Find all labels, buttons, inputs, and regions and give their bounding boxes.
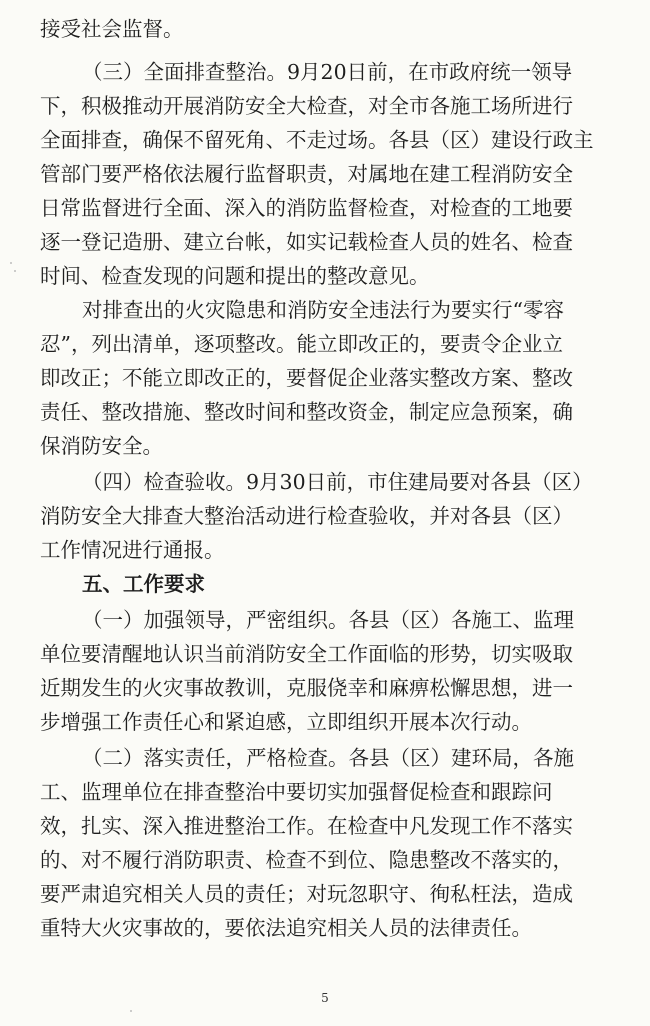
text-line: 管部门要严格依法履行监督职责，对属地在建工程消防安全 <box>40 162 573 186</box>
text-line: 工作情况进行通报。 <box>40 538 225 562</box>
scan-speck <box>130 1010 132 1012</box>
text-line: 要严肃追究相关人员的责任；对玩忽职守、徇私枉法，造成 <box>40 882 573 906</box>
text-line: 下，积极推动开展消防安全大检查，对全市各施工场所进行 <box>40 94 573 118</box>
text-line: 全面排查，确保不留死角、不走过场。各县（区）建设行政主 <box>40 128 594 152</box>
text-line: 日常监督进行全面、深入的消防监督检查，对检查的工地要 <box>40 196 573 220</box>
text-line: 近期发生的火灾事故教训，克服侥幸和麻痹松懈思想，进一 <box>40 676 573 700</box>
text-line: 步增强工作责任心和紧迫感，立即组织开展本次行动。 <box>40 710 532 734</box>
page-number: 5 <box>321 991 329 1005</box>
text-line: 忍”，列出清单，逐项整改。能立即改正的，要责令企业立 <box>40 332 563 356</box>
scan-speck <box>14 270 16 272</box>
text-line: （四）检查验收。9月30日前，市住建局要对各县（区） <box>82 470 593 494</box>
text-line: 对排查出的火灾隐患和消防安全违法行为要实行“零容 <box>82 298 564 322</box>
text-line: （三）全面排查整治。9月20日前，在市政府统一领导 <box>82 60 573 84</box>
text-line: （一）加强领导，严密组织。各县（区）各施工、监理 <box>82 608 574 632</box>
text-line: 即改正；不能立即改正的，要督促企业落实整改方案、整改 <box>40 366 573 390</box>
text-line: 重特大火灾事故的，要依法追究相关人员的法律责任。 <box>40 916 532 940</box>
text-line: 保消防安全。 <box>40 434 163 458</box>
section-heading: 五、工作要求 <box>82 572 205 596</box>
text-line: 单位要清醒地认识当前消防安全工作面临的形势，切实吸取 <box>40 642 573 666</box>
text-line: 责任、整改措施、整改时间和整改资金，制定应急预案，确 <box>40 400 573 424</box>
text-line: 效，扎实、深入推进整治工作。在检查中凡发现工作不落实 <box>40 814 573 838</box>
text-line: （二）落实责任，严格检查。各县（区）建环局，各施 <box>82 746 574 770</box>
scan-speck <box>10 262 12 264</box>
text-line: 工、监理单位在排查整治中要切实加强督促检查和跟踪问 <box>40 780 553 804</box>
text-line: 的、对不履行消防职责、检查不到位、隐患整改不落实的， <box>40 848 573 872</box>
text-line: 逐一登记造册、建立台帐，如实记载检查人员的姓名、检查 <box>40 230 573 254</box>
text-line: 消防安全大排查大整治活动进行检查验收，并对各县（区） <box>40 504 573 528</box>
text-line: 时间、检查发现的问题和提出的整改意见。 <box>40 264 430 288</box>
text-line: 接受社会监督。 <box>40 17 184 41</box>
